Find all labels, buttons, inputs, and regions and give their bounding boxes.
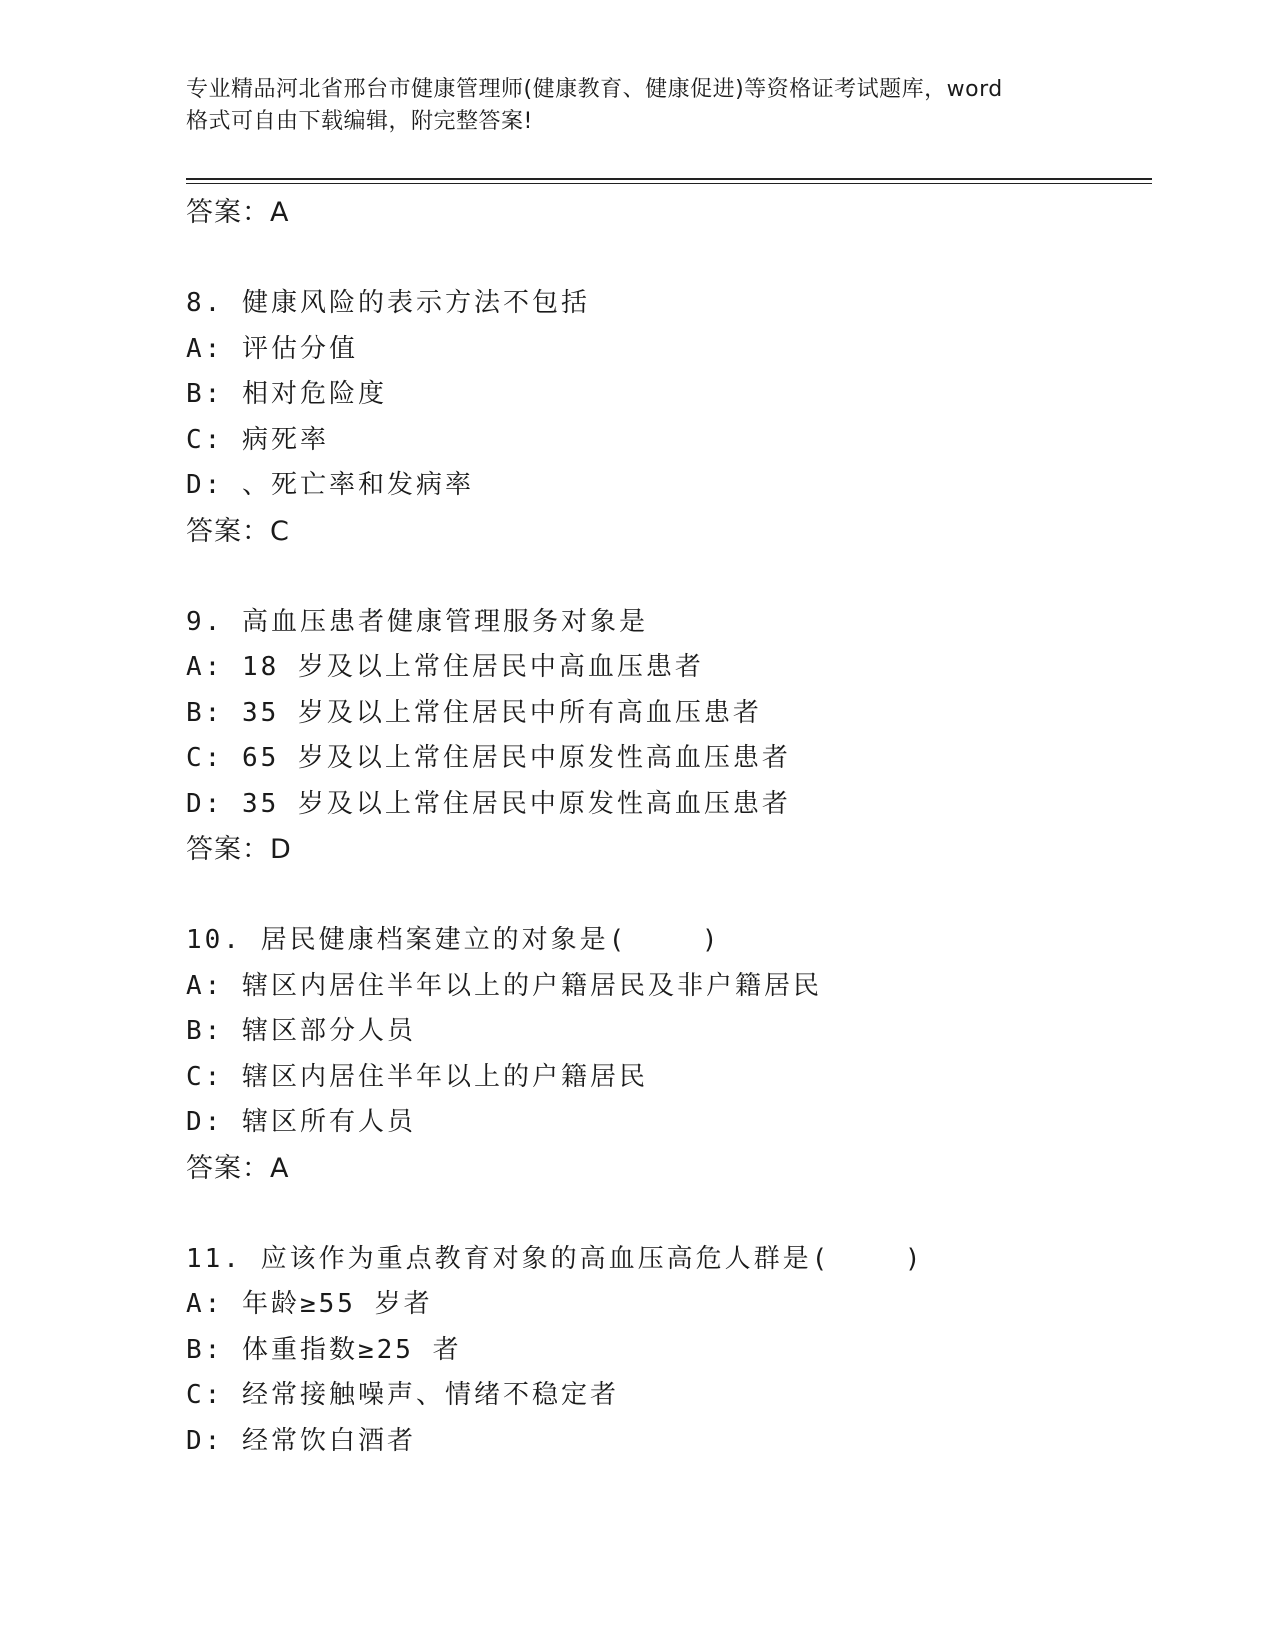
option-c: C: 病死率 xyxy=(186,424,329,455)
question-stem: 9. 高血压患者健康管理服务对象是 xyxy=(186,606,648,637)
header-line-2: 格式可自由下载编辑，附完整答案! xyxy=(186,109,533,134)
spacer xyxy=(186,236,1146,282)
option-a: A: 辖区内居住半年以上的户籍居民及非户籍居民 xyxy=(186,970,822,1001)
option-d: D: 、死亡率和发病率 xyxy=(186,470,474,500)
question-9 xyxy=(186,600,1146,873)
answer-line: 答案：D xyxy=(186,834,292,865)
option-d: D: 辖区所有人员 xyxy=(186,1107,416,1137)
question-stem: 10. 居民健康档案建立的对象是( ) xyxy=(186,925,721,955)
option-d: D: 35 岁及以上常住居民中原发性高血压患者 xyxy=(186,788,791,819)
spacer xyxy=(186,873,1146,919)
question-stem: 11. 应该作为重点教育对象的高血压高危人群是( ) xyxy=(186,1243,924,1274)
option-a: A: 年龄≥55 岁者 xyxy=(186,1289,433,1319)
answer-line: 答案：A xyxy=(186,1152,290,1184)
option-c: C: 辖区内居住半年以上的户籍居民 xyxy=(186,1061,648,1092)
option-c: C: 经常接触噪声、情绪不稳定者 xyxy=(186,1380,619,1410)
option-a: A: 18 岁及以上常住居民中高血压患者 xyxy=(186,652,704,682)
header-line-1: 专业精品河北省邢台市健康管理师(健康教育、健康促进)等资格证考试题库，word xyxy=(186,77,1003,102)
option-b: B: 辖区部分人员 xyxy=(186,1016,416,1046)
header-divider-thin xyxy=(186,183,1152,184)
spacer xyxy=(186,1191,1146,1237)
option-c: C: 65 岁及以上常住居民中原发性高血压患者 xyxy=(186,743,791,773)
question-8 xyxy=(186,281,1146,554)
question-11 xyxy=(186,1237,1146,1465)
option-b: B: 35 岁及以上常住居民中所有高血压患者 xyxy=(186,697,762,728)
option-a: A: 评估分值 xyxy=(186,333,358,364)
header-divider-thick xyxy=(186,178,1152,180)
option-d: D: 经常饮白酒者 xyxy=(186,1425,416,1456)
document-header xyxy=(186,74,1106,138)
option-b: B: 相对危险度 xyxy=(186,379,387,409)
answer-line: 答案：C xyxy=(186,515,290,547)
previous-answer: 答案：A xyxy=(186,197,290,228)
question-list xyxy=(186,190,1146,1464)
question-stem: 8. 健康风险的表示方法不包括 xyxy=(186,288,590,318)
question-10 xyxy=(186,918,1146,1191)
option-b: B: 体重指数≥25 者 xyxy=(186,1334,462,1365)
spacer xyxy=(186,554,1146,600)
